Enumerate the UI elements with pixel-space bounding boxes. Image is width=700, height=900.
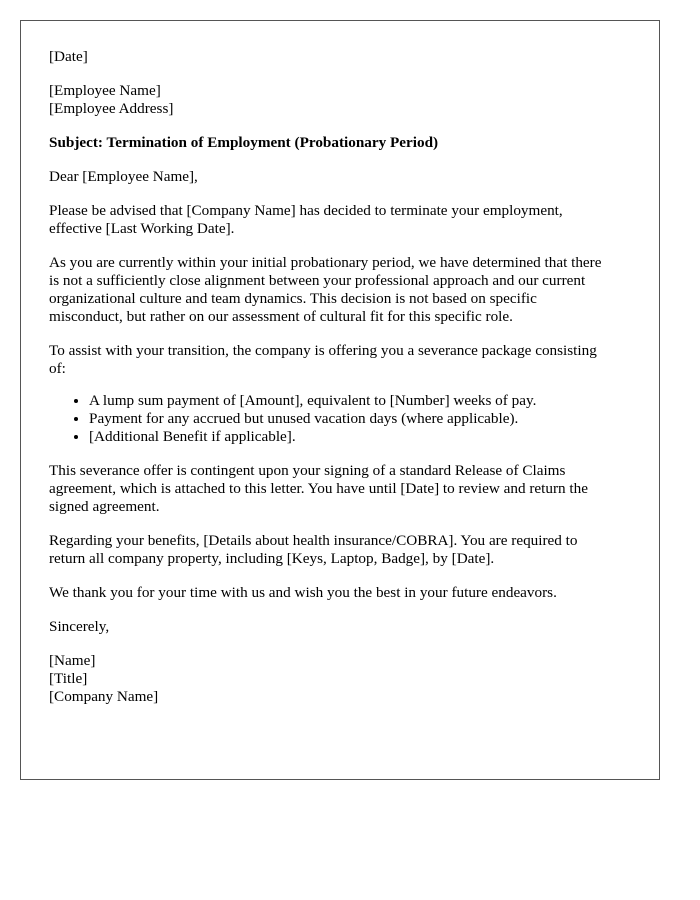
signature-company: [Company Name]	[49, 688, 159, 705]
paragraph-termination-notice	[49, 202, 631, 238]
salutation-block	[49, 168, 631, 186]
paragraph-line: We thank you for your time with us and wish you the best in your future endeavors.	[49, 584, 557, 601]
closing-block	[49, 618, 631, 636]
signature-name: [Name]	[49, 652, 96, 669]
subject-block	[49, 134, 631, 152]
list-item: • [Additional Benefit if applicable].	[89, 428, 631, 446]
signature-title: [Title]	[49, 670, 88, 687]
subject-line: Subject: Termination of Employment (Probationary Period)	[49, 134, 439, 151]
paragraph-thanks	[49, 584, 631, 602]
severance-list	[49, 392, 631, 446]
paragraph-line: To assist with your transition, the company is offering you a severance package consisting	[49, 342, 597, 359]
list-item: • A lump sum payment of [Amount], equivalent to [Number] weeks of pay.	[89, 392, 631, 410]
letter-date: [Date]	[49, 48, 88, 65]
paragraph-line: return all company property, including [Keys, Laptop, Badge], by [Date].	[49, 550, 495, 567]
salutation: Dear [Employee Name],	[49, 168, 198, 185]
paragraph-release-of-claims	[49, 462, 631, 516]
letter-page	[20, 20, 660, 780]
paragraph-line: This severance offer is contingent upon your signing of a standard Release of Claims	[49, 462, 566, 479]
paragraph-severance-intro	[49, 342, 631, 378]
paragraph-line: Regarding your benefits, [Details about health insurance/COBRA]. You are required to	[49, 532, 578, 549]
letter-date-block	[49, 48, 631, 66]
recipient-block	[49, 82, 631, 118]
paragraph-probation-reason	[49, 254, 631, 326]
closing: Sincerely,	[49, 618, 110, 635]
paragraph-line: Please be advised that [Company Name] has decided to terminate your employment,	[49, 202, 563, 219]
recipient-address: [Employee Address]	[49, 100, 174, 117]
paragraph-line: As you are currently within your initial probationary period, we have determined that there	[49, 254, 602, 271]
paragraph-line: organizational culture and team dynamics. This decision is not based on specific	[49, 290, 537, 307]
paragraph-line: of:	[49, 360, 66, 377]
paragraph-line: signed agreement.	[49, 498, 160, 515]
signature-block	[49, 652, 631, 706]
paragraph-line: is not a sufficiently close alignment between your professional approach and our current	[49, 272, 586, 289]
paragraph-line: effective [Last Working Date].	[49, 220, 235, 237]
paragraph-line: agreement, which is attached to this letter. You have until [Date] to review and return the	[49, 480, 588, 497]
paragraph-line: misconduct, but rather on our assessment of cultural fit for this specific role.	[49, 308, 513, 325]
paragraph-benefits-property	[49, 532, 631, 568]
list-item: • Payment for any accrued but unused vacation days (where applicable).	[89, 410, 631, 428]
recipient-name: [Employee Name]	[49, 82, 161, 99]
